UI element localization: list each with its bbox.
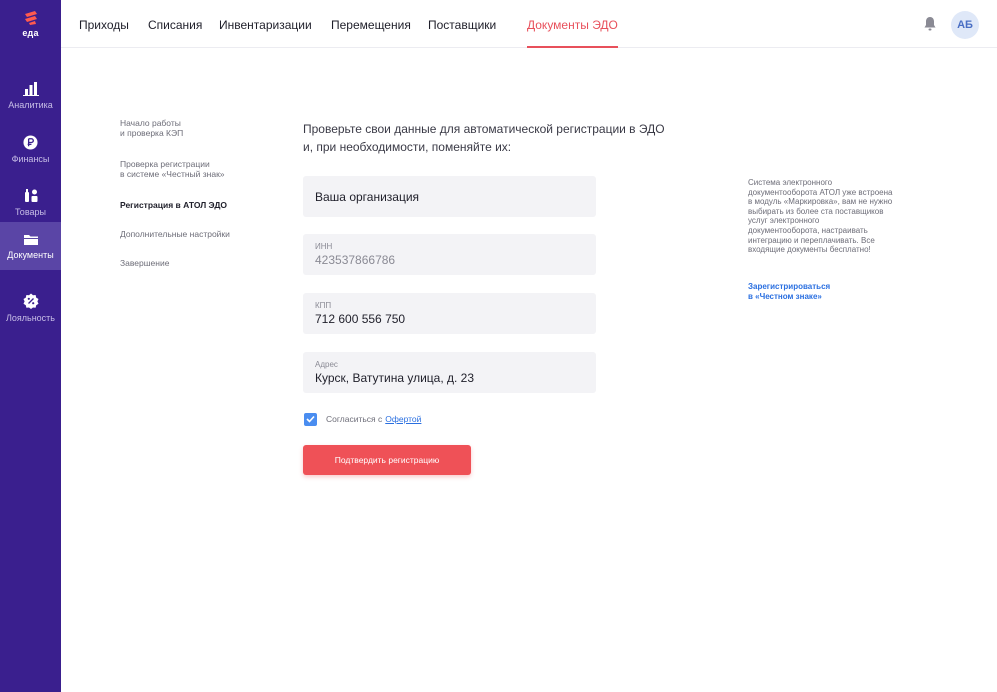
inn-field[interactable] bbox=[303, 234, 596, 275]
agree-checkbox[interactable] bbox=[304, 413, 317, 426]
products-icon bbox=[23, 187, 39, 203]
info-line: Система электронного bbox=[748, 178, 833, 187]
sidebar-item-label: Товары bbox=[15, 207, 46, 217]
tab-transfers[interactable]: Перемещения bbox=[331, 18, 411, 32]
step-label: Дополнительные настройки bbox=[120, 229, 230, 239]
step-finish[interactable] bbox=[120, 258, 270, 268]
sidebar-item-finance[interactable] bbox=[0, 125, 61, 173]
organization-field[interactable] bbox=[303, 176, 596, 217]
sidebar-item-documents[interactable] bbox=[0, 222, 61, 270]
sidebar-item-loyalty[interactable] bbox=[0, 284, 61, 332]
step-label: Регистрация в АТОЛ ЭДО bbox=[120, 200, 228, 210]
sidebar-item-label: Аналитика bbox=[8, 100, 53, 110]
info-line: документооборота, настраивать bbox=[748, 225, 868, 235]
sidebar-item-label: Лояльность bbox=[5, 313, 55, 323]
tab-receipts[interactable]: Приходы bbox=[79, 18, 129, 32]
kpp-field[interactable] bbox=[303, 293, 596, 334]
tab-write-offs[interactable]: Списания bbox=[148, 18, 203, 32]
info-line: выбирать из более ста поставщиков bbox=[748, 206, 884, 216]
info-line: входящие документы бесплатно! bbox=[748, 245, 871, 255]
ruble-coin-icon bbox=[23, 135, 38, 150]
offer-agreement bbox=[304, 412, 421, 426]
step-additional-settings[interactable] bbox=[120, 229, 270, 239]
logo-text: еда bbox=[22, 28, 39, 38]
step-label-secondary: в системе «Честный знак» bbox=[120, 169, 225, 179]
step-start[interactable] bbox=[120, 118, 270, 138]
bar-chart-icon bbox=[23, 82, 39, 96]
organization-value: Ваша организация bbox=[315, 190, 420, 204]
sidebar-item-analytics[interactable] bbox=[0, 72, 61, 120]
info-text bbox=[748, 178, 938, 255]
logo[interactable] bbox=[0, 0, 61, 48]
address-value: Курск, Ватутина улица, д. 23 bbox=[315, 371, 474, 385]
tab-edo-documents[interactable]: Документы ЭДО bbox=[527, 0, 618, 48]
bell-icon[interactable] bbox=[923, 16, 937, 32]
sidebar-item-label: Финансы bbox=[11, 153, 50, 164]
step-label: Завершение bbox=[120, 258, 170, 268]
checkmark-icon bbox=[306, 415, 315, 423]
tab-inventories[interactable]: Инвентаризации bbox=[219, 18, 312, 32]
top-nav bbox=[61, 0, 997, 48]
sidebar bbox=[0, 0, 61, 692]
step-label: Проверка регистрации bbox=[120, 159, 210, 169]
percent-badge-icon bbox=[23, 293, 39, 309]
info-line: услуг электронного bbox=[748, 216, 820, 226]
inn-label: ИНН bbox=[315, 242, 333, 251]
step-check-registration[interactable] bbox=[120, 159, 270, 179]
avatar[interactable]: АБ bbox=[951, 11, 979, 39]
logo-icon bbox=[23, 10, 39, 26]
sidebar-item-label: Документы bbox=[7, 249, 54, 260]
confirm-registration-button[interactable]: Подтвердить регистрацию bbox=[303, 445, 471, 475]
register-honest-sign-link[interactable] bbox=[748, 282, 830, 302]
link-line: в «Честном знаке» bbox=[748, 292, 822, 301]
info-line: документооборота АТОЛ уже встроена bbox=[748, 187, 893, 197]
sidebar-item-products[interactable] bbox=[0, 178, 61, 226]
step-label: Начало работы bbox=[120, 118, 181, 128]
kpp-value: 712 600 556 750 bbox=[315, 312, 406, 326]
intro-line: Проверьте свои данные для автоматической регистрации в ЭДО bbox=[303, 122, 665, 136]
agree-text: Согласиться с bbox=[326, 414, 383, 424]
inn-value: 423537866786 bbox=[315, 253, 396, 267]
form-intro bbox=[303, 120, 693, 156]
kpp-label: КПП bbox=[315, 301, 332, 310]
address-field[interactable] bbox=[303, 352, 596, 393]
step-atol-registration[interactable] bbox=[120, 200, 270, 210]
info-line: в модуль «Маркировка», вам не нужно bbox=[748, 197, 893, 207]
step-label-secondary: и проверка КЭП bbox=[120, 128, 184, 138]
intro-line: и, при необходимости, поменяйте их: bbox=[303, 140, 512, 154]
address-label: Адрес bbox=[315, 360, 338, 369]
offer-link[interactable]: Офертой bbox=[385, 414, 422, 424]
tab-suppliers[interactable]: Поставщики bbox=[428, 18, 497, 32]
link-line: Зарегистрироваться bbox=[748, 282, 831, 291]
folder-icon bbox=[23, 233, 39, 246]
info-line: интеграцию и переплачивать. Все bbox=[748, 235, 875, 245]
